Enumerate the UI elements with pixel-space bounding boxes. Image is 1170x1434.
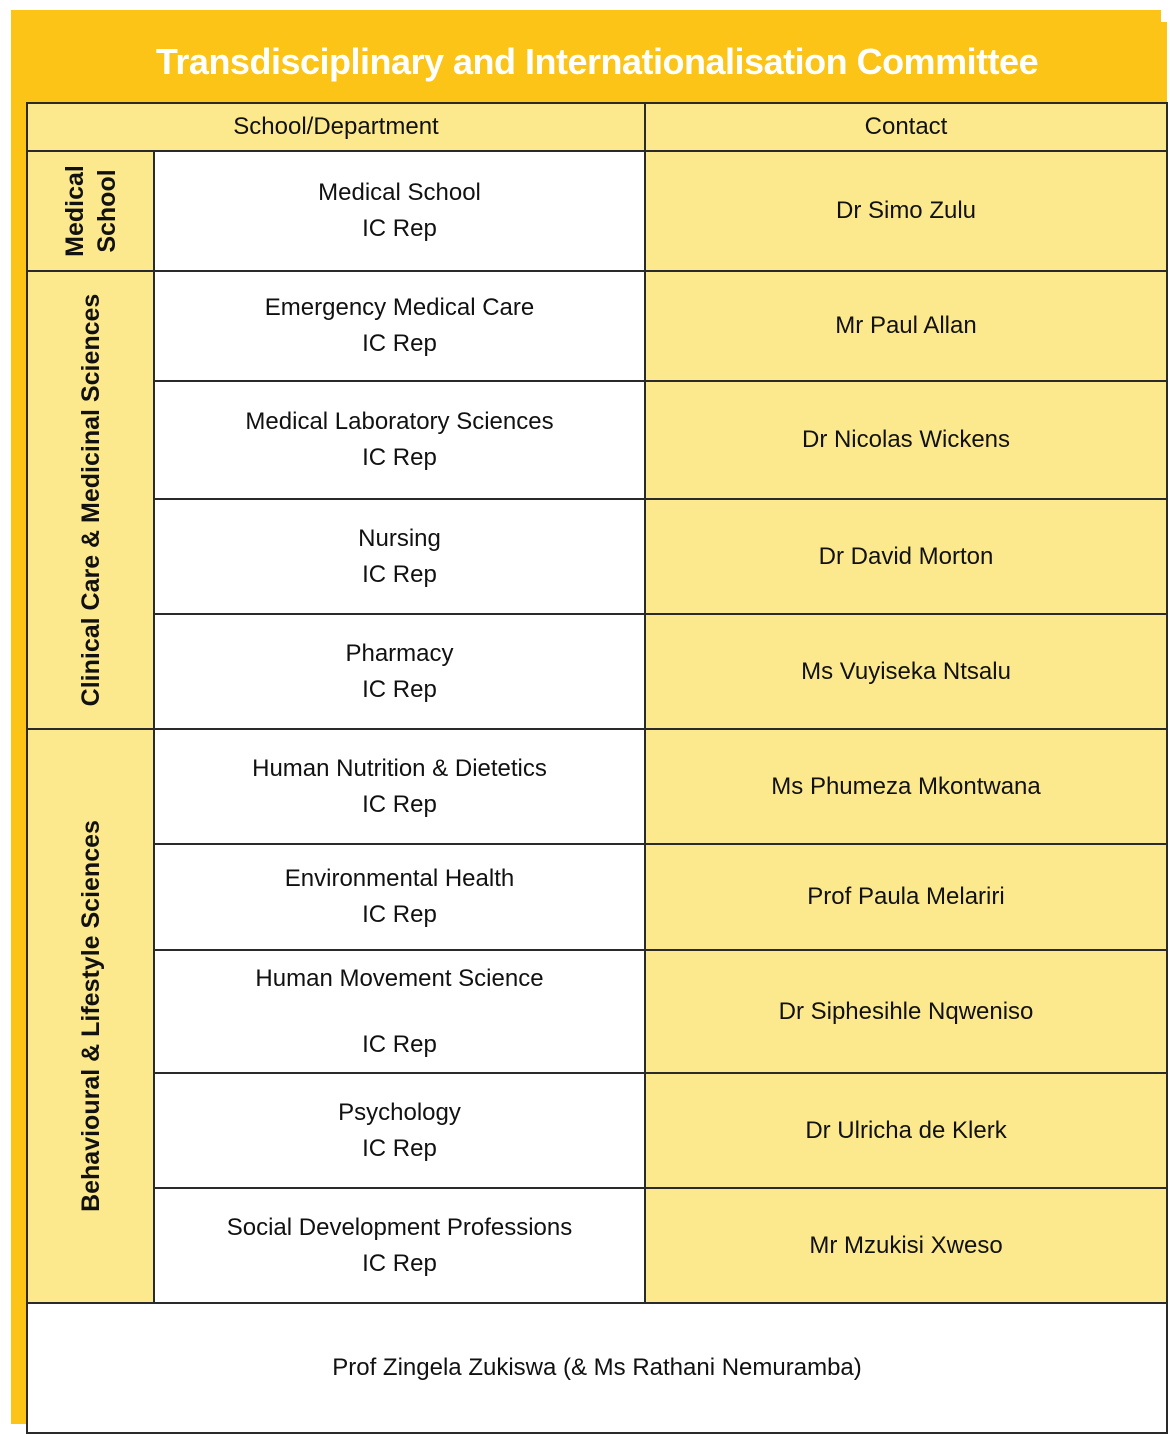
department-role: IC Rep (362, 215, 437, 242)
department-role: IC Rep (362, 1249, 437, 1277)
table-row (27, 151, 1167, 271)
table-row (27, 381, 1167, 499)
contact-cell: Mr Paul Allan (645, 271, 1167, 381)
footer-chair: Prof Zingela Zukiswa (& Ms Rathani Nemuramba) (27, 1303, 1167, 1433)
department-name: Environmental Health (284, 865, 515, 892)
department-cell (154, 151, 645, 271)
group-cell-behavioural-lifestyle (27, 729, 154, 1303)
header-contact: Contact (645, 103, 1167, 151)
contact-cell: Dr Simo Zulu (645, 151, 1167, 271)
department-role: IC Rep (362, 560, 437, 588)
table-row (27, 729, 1167, 844)
department-role: IC Rep (362, 790, 437, 818)
department-cell (154, 729, 645, 844)
contact-cell: Dr Nicolas Wickens (645, 381, 1167, 499)
group-label (59, 165, 123, 257)
department-role: IC Rep (362, 901, 437, 928)
group-cell-medical-school (27, 151, 154, 271)
department-name: Emergency Medical Care (264, 294, 535, 321)
contact-cell: Dr David Morton (645, 499, 1167, 614)
department-name: Nursing (358, 524, 441, 552)
header-department: School/Department (27, 103, 645, 151)
table-row (27, 950, 1167, 1073)
department-name: Psychology (338, 1098, 461, 1126)
table-row (27, 844, 1167, 950)
table-row (27, 271, 1167, 381)
contact-cell: Prof Paula Melariri (645, 844, 1167, 950)
department-name: Medical School (318, 179, 481, 206)
contact-cell: Mr Mzukisi Xweso (645, 1188, 1167, 1303)
department-cell (154, 381, 645, 499)
contact-cell: Ms Vuyiseka Ntsalu (645, 614, 1167, 729)
department-cell (154, 499, 645, 614)
group-label: Clinical Care & Medicinal Sciences (76, 293, 105, 707)
group-cell-clinical-care (27, 271, 154, 729)
table-row (27, 1188, 1167, 1303)
department-spacer (155, 997, 644, 1027)
table-row (27, 1073, 1167, 1188)
department-role: IC Rep (362, 1030, 437, 1058)
department-name: Human Movement Science (255, 964, 544, 992)
department-cell (154, 1188, 645, 1303)
department-role: IC Rep (362, 1134, 437, 1162)
department-role: IC Rep (362, 330, 437, 357)
group-label-line: Medical (60, 165, 89, 257)
department-cell (154, 950, 645, 1073)
department-name: Human Nutrition & Dietetics (252, 754, 547, 782)
department-cell (154, 614, 645, 729)
department-name: Pharmacy (345, 639, 454, 667)
department-name: Medical Laboratory Sciences (245, 408, 554, 435)
group-label: Behavioural & Lifestyle Sciences (76, 820, 105, 1212)
group-label-line: School (92, 169, 121, 253)
committee-table (26, 22, 1168, 1434)
contact-cell: Dr Ulricha de Klerk (645, 1073, 1167, 1188)
department-name: Social Development Professions (226, 1213, 573, 1241)
contact-cell: Ms Phumeza Mkontwana (645, 729, 1167, 844)
department-role: IC Rep (362, 675, 437, 703)
department-cell (154, 844, 645, 950)
department-role: IC Rep (362, 444, 437, 471)
table-frame (11, 10, 1161, 1424)
department-cell (154, 1073, 645, 1188)
table-row (27, 499, 1167, 614)
table-row (27, 614, 1167, 729)
table-title: Transdisciplinary and Internationalisation Committee (27, 22, 1167, 103)
contact-cell: Dr Siphesihle Nqweniso (645, 950, 1167, 1073)
department-cell (154, 271, 645, 381)
